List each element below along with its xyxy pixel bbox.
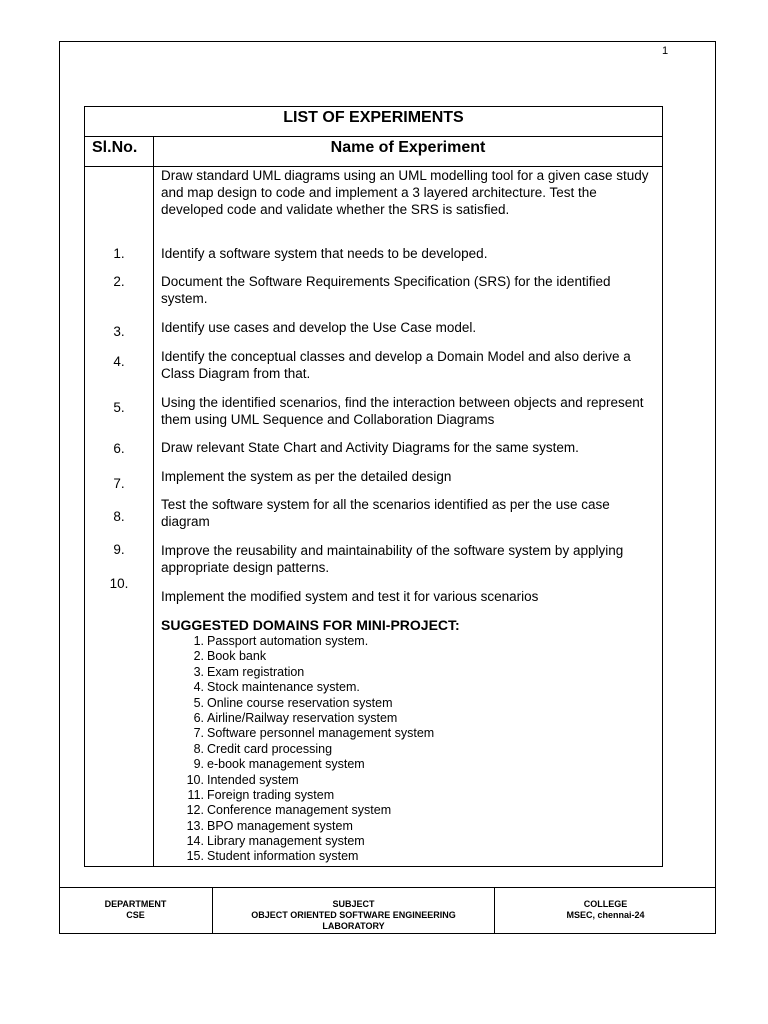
experiment-number: 9. [113,542,125,557]
experiment-text: Document the Software Requirements Specification (SRS) for the identified system. [161,274,611,306]
list-item [161,634,641,649]
intro-text: Draw standard UML diagrams using an UML modelling tool for a given case study and map design to code and implement a 3 layered architecture. Test the developed code and validate whether the SRS is satisfied. [161,168,649,217]
page-footer [59,887,716,934]
experiment-text: Improve the reusability and maintainability of the software system by applying appropriate design patterns. [161,543,624,575]
domain-text: Conference management system [207,803,392,818]
domain-number: 12. [186,803,204,818]
footer-college [495,888,716,934]
list-item [161,819,641,834]
domain-text: Library management system [207,834,365,849]
domain-text: Student information system [207,849,359,864]
page-number: 1 [662,45,669,57]
list-item [161,711,641,726]
department-value: CSE [126,910,145,920]
list-item [161,757,641,772]
table-title: LIST OF EXPERIMENTS [85,107,662,137]
column-divider [153,137,154,867]
experiment-number: 8. [113,509,125,524]
list-item [161,696,641,711]
domain-text: Foreign trading system [207,787,335,802]
experiment-text: Draw relevant State Chart and Activity Diagrams for the same system. [161,440,579,455]
domain-text: e-book management system [207,757,365,772]
domain-number: 3. [193,664,204,679]
footer-department [59,888,213,934]
experiment-number: 5. [113,400,125,415]
domain-number: 5. [193,695,204,710]
domain-text: Online course reservation system [207,695,393,710]
domain-text: Stock maintenance system. [207,680,360,695]
footer-subject [213,888,495,934]
header-slno: Sl.No. [92,139,138,156]
domain-text: Passport automation system. [207,634,369,648]
domain-number: 9. [193,757,204,772]
domain-number: 1. [193,634,204,648]
list-item [161,649,641,664]
list-item [161,849,641,864]
experiment-text: Test the software system for all the scenarios identified as per the use case diagram [161,497,610,529]
domain-text: Exam registration [207,664,305,679]
domain-text: Book bank [207,649,267,664]
domain-text: Credit card processing [207,741,333,756]
subject-value-line2: LABORATORY [322,921,385,931]
experiments-table [84,106,663,867]
experiment-number: 4. [113,354,125,369]
domain-number: 15. [186,849,204,864]
domain-text: Airline/Railway reservation system [207,710,398,725]
experiment-text: Identify use cases and develop the Use Case model. [161,320,477,335]
domain-number: 11. [187,787,204,802]
domain-number: 13. [186,818,204,833]
domain-number: 10. [186,772,204,787]
list-item [161,680,641,695]
domain-text: Software personnel management system [207,726,435,741]
experiment-number: 7. [113,476,125,491]
list-item [161,726,641,741]
list-item [161,742,641,757]
domain-number: 2. [193,649,204,664]
list-item [161,665,641,680]
domains-heading: SUGGESTED DOMAINS FOR MINI-PROJECT: [161,617,460,633]
college-value: MSEC, chennai-24 [566,910,645,920]
list-item [161,788,641,803]
experiment-number: 6. [113,441,125,456]
header-name-of-experiment: Name of Experiment [330,139,486,156]
domain-number: 4. [193,680,204,695]
list-item [161,803,641,818]
domain-text: BPO management system [207,818,353,833]
domain-text: Intended system [207,772,299,787]
table-header-row [85,137,662,167]
domains-list [161,634,641,865]
experiment-text: Identify the conceptual classes and develop a Domain Model and also derive a Class Diagram from that. [161,349,631,381]
domain-number: 14. [186,834,204,849]
experiment-number: 1. [113,246,125,261]
subject-value-line1: OBJECT ORIENTED SOFTWARE ENGINEERING [251,910,456,920]
experiment-number: 2. [113,274,125,289]
experiment-text: Using the identified scenarios, find the interaction between objects and represent them using UML Sequence and Collaboration Diagrams [161,395,644,427]
experiment-number: 3. [113,324,125,339]
experiment-text: Identify a software system that needs to be developed. [161,246,488,261]
experiment-number: 10. [109,576,129,591]
domain-number: 8. [193,741,204,756]
college-label: COLLEGE [583,899,628,909]
list-item [161,773,641,788]
list-item [161,834,641,849]
subject-label: SUBJECT [332,899,375,909]
experiment-text: Implement the system as per the detailed design [161,469,452,484]
department-label: DEPARTMENT [104,899,167,909]
experiment-text: Implement the modified system and test it for various scenarios [161,589,539,604]
domain-number: 7. [193,726,204,741]
domain-number: 6. [193,710,204,725]
